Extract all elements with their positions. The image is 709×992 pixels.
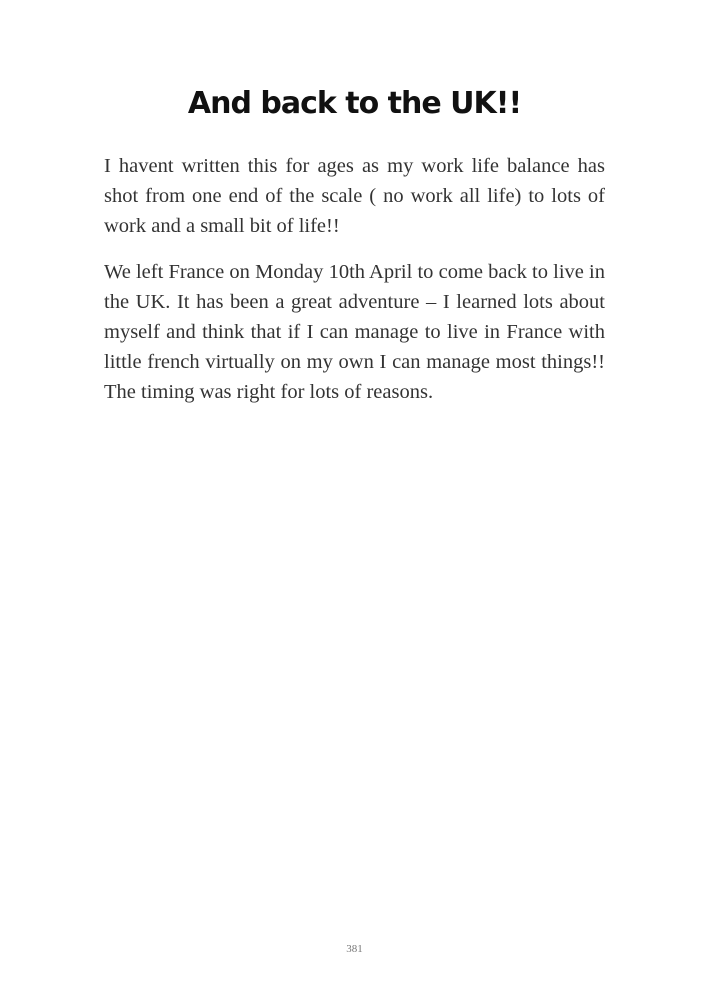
paragraph-2: We left France on Monday 10th April to come back to live in the UK. It has been a great adventure – I learned lots about myself and think that if I can manage to live in France with little french virtually on my own I can manage most things!! The timing was right for lots of reasons. (104, 261, 605, 403)
page-number: 381 (346, 943, 363, 955)
paragraph-1: I havent written this for ages as my work life balance has shot from one end of the scale ( no work all life) to lots of work and a small bit of life!! (104, 155, 605, 237)
page-title: And back to the UK!! (187, 86, 522, 121)
body-text (104, 151, 605, 423)
